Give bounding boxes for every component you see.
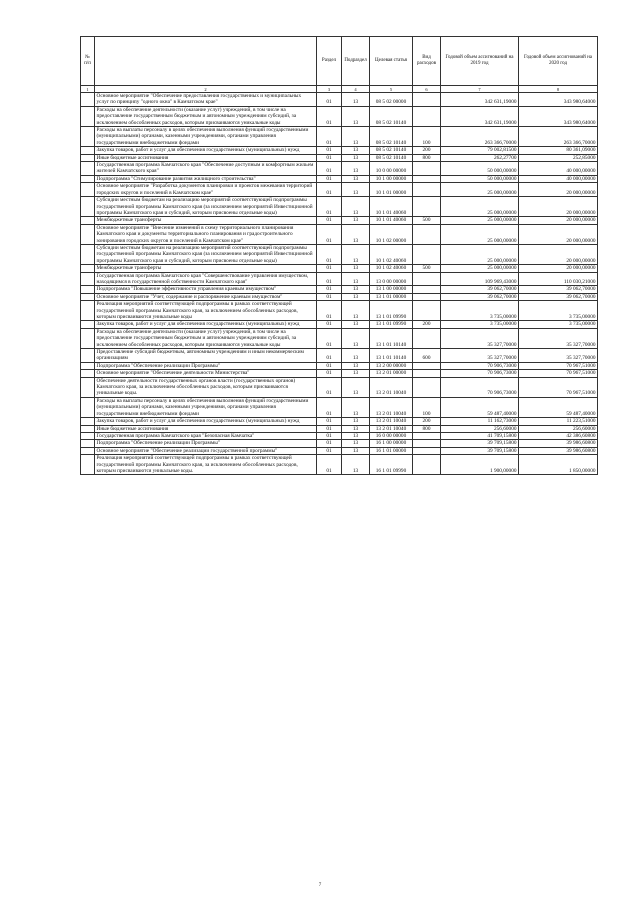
header-podrazdel: Подраздел [342, 37, 370, 86]
num-cell [81, 362, 95, 369]
item-name: Основное мероприятие "Обеспечение деятельности Министерства" [95, 370, 317, 377]
amount-2019-cell: 39 709,15800 [441, 440, 519, 447]
podrazdel-cell: 13 [342, 265, 370, 272]
expense-type-cell [413, 432, 441, 439]
target-article-cell: 13 2 01 10040 [370, 377, 413, 397]
expense-type-cell: 600 [413, 349, 441, 363]
num-cell [81, 175, 95, 182]
expense-type-cell [413, 370, 441, 377]
amount-2020-cell: 11 223,51000 [519, 418, 598, 425]
item-name: Закупка товаров, работ и услуг для обеспечения государственных (муниципальных) нужд [95, 321, 317, 328]
num-cell [81, 197, 95, 217]
razdel-cell: 01 [317, 265, 342, 272]
num-cell [81, 440, 95, 447]
podrazdel-cell: 13 [342, 162, 370, 176]
amount-2019-cell: 35 327,70000 [441, 349, 519, 363]
num-cell [81, 217, 95, 224]
target-article-cell: 08 5 02 10140 [370, 154, 413, 161]
column-number: 8 [519, 86, 598, 93]
table-row [81, 106, 598, 126]
item-name: Расходы на обеспечение деятельности (оказание услуг) учреждений, в том числе на предоставление государственным бюджетным и автономным учреждениям субсидий, за исключением обособленных расходов, которым присваиваются уникальные коды [95, 106, 317, 126]
num-cell [81, 432, 95, 439]
table-row [81, 362, 598, 369]
item-name: Субсидии местным бюджетам на реализацию мероприятий соответствующей подпрограммы государственной программы Камчатского края (за исключением мероприятий Инвестиционной программы Камчатского края и субсидий, которым присвоены отдельные коды) [95, 244, 317, 264]
amount-2020-cell: 35 327,70000 [519, 349, 598, 363]
amount-2019-cell: 25 000,00000 [441, 183, 519, 197]
razdel-cell: 01 [317, 197, 342, 217]
table-row [81, 349, 598, 363]
expense-type-cell: 800 [413, 425, 441, 432]
razdel-cell: 01 [317, 440, 342, 447]
razdel-cell: 01 [317, 418, 342, 425]
item-name: Основное мероприятие "Обеспечение предоставления государственных и муниципальных услуг по принципу "одного окна" в Камчатском крае" [95, 93, 317, 107]
num-cell [81, 147, 95, 154]
razdel-cell: 01 [317, 397, 342, 417]
amount-2019-cell: 39 062,70000 [441, 286, 519, 293]
table-row [81, 265, 598, 272]
podrazdel-cell: 13 [342, 217, 370, 224]
target-article-cell: 13 0 00 00000 [370, 272, 413, 286]
table-row [81, 286, 598, 293]
target-article-cell: 13 2 00 00000 [370, 362, 413, 369]
podrazdel-cell: 13 [342, 127, 370, 147]
expense-type-cell [413, 162, 441, 176]
razdel-cell: 01 [317, 377, 342, 397]
item-name: Подпрограмма "Обеспечение реализации Программы" [95, 440, 317, 447]
table-row [81, 447, 598, 454]
item-name: Подпрограмма "Стимулирование развития жилищного строительства" [95, 175, 317, 182]
item-name: Реализация мероприятий соответствующей подпрограммы в рамках соответствующей государственной программы Камчатского края, за исключением обособленных расходов, которым присваиваются уникальные коды [95, 301, 317, 321]
razdel-cell: 01 [317, 183, 342, 197]
num-cell [81, 272, 95, 286]
item-name: Основное мероприятие "Учет, содержание и распоряжение краевым имуществом" [95, 293, 317, 300]
num-cell [81, 418, 95, 425]
num-cell [81, 377, 95, 397]
item-name: Основное мероприятие "Разработка документов планировки и проектов межевания территорий городских округов и поселений в Камчатском крае" [95, 183, 317, 197]
amount-2020-cell: 3 735,00000 [519, 301, 598, 321]
podrazdel-cell: 13 [342, 175, 370, 182]
num-cell [81, 127, 95, 147]
target-article-cell: 13 2 01 10040 [370, 397, 413, 417]
podrazdel-cell: 13 [342, 183, 370, 197]
num-cell [81, 244, 95, 264]
amount-2019-cell: 70 906,73000 [441, 362, 519, 369]
item-name: Иные бюджетные ассигнования [95, 425, 317, 432]
amount-2020-cell: 39 062,70000 [519, 293, 598, 300]
table-row [81, 127, 598, 147]
item-name: Иные бюджетные ассигнования [95, 154, 317, 161]
item-name: Предоставление субсидий бюджетным, автономным учреждениям и иным некоммерческим организациям [95, 349, 317, 363]
target-article-cell: 16 1 01 09990 [370, 455, 413, 475]
amount-2020-cell: 1 850,00000 [519, 455, 598, 475]
target-article-cell: 08 5 02 00000 [370, 93, 413, 107]
podrazdel-cell: 13 [342, 362, 370, 369]
podrazdel-cell: 13 [342, 397, 370, 417]
target-article-cell: 10 1 01 00000 [370, 183, 413, 197]
amount-2019-cell: 11 162,73000 [441, 418, 519, 425]
amount-2020-cell: 70 967,51000 [519, 370, 598, 377]
podrazdel-cell: 13 [342, 328, 370, 348]
table-row [81, 293, 598, 300]
amount-2019-cell: 25 000,00000 [441, 217, 519, 224]
item-name: Подпрограмма "Повышение эффективности управления краевым имуществом" [95, 286, 317, 293]
amount-2020-cell: 40 000,00000 [519, 175, 598, 182]
expense-type-cell [413, 440, 441, 447]
header-name [95, 37, 317, 86]
num-cell [81, 328, 95, 348]
target-article-cell: 16 1 01 00000 [370, 447, 413, 454]
num-cell [81, 370, 95, 377]
num-cell [81, 162, 95, 176]
amount-2019-cell: 70 906,73000 [441, 370, 519, 377]
amount-2019-cell: 79 002,81500 [441, 147, 519, 154]
target-article-cell: 08 5 02 10140 [370, 127, 413, 147]
num-cell [81, 293, 95, 300]
amount-2019-cell: 256,60000 [441, 425, 519, 432]
amount-2020-cell: 20 000,00000 [519, 224, 598, 244]
amount-2019-cell: 3 735,00000 [441, 321, 519, 328]
amount-2019-cell: 59 487,40000 [441, 397, 519, 417]
razdel-cell: 01 [317, 106, 342, 126]
target-article-cell: 10 0 00 00000 [370, 162, 413, 176]
table-row [81, 425, 598, 432]
item-name: Межбюджетные трансферты [95, 217, 317, 224]
amount-2020-cell: 20 000,00000 [519, 197, 598, 217]
target-article-cell: 13 2 01 00000 [370, 370, 413, 377]
target-article-cell: 13 1 01 10140 [370, 328, 413, 348]
amount-2020-cell: 343 980,64000 [519, 106, 598, 126]
amount-2019-cell: 25 000,00000 [441, 244, 519, 264]
razdel-cell: 01 [317, 321, 342, 328]
amount-2020-cell: 263 366,70000 [519, 127, 598, 147]
target-article-cell: 10 1 01 40060 [370, 217, 413, 224]
item-name: Государственная программа Камчатского края "Безопасная Камчатка" [95, 432, 317, 439]
target-article-cell: 16 1 00 00000 [370, 440, 413, 447]
amount-2020-cell: 20 000,00000 [519, 265, 598, 272]
target-article-cell: 10 1 02 40060 [370, 265, 413, 272]
item-name: Закупка товаров, работ и услуг для обеспечения государственных (муниципальных) нужд [95, 147, 317, 154]
amount-2020-cell: 70 967,51000 [519, 362, 598, 369]
num-cell [81, 106, 95, 126]
razdel-cell: 01 [317, 127, 342, 147]
header-num: № п/п [81, 37, 95, 86]
expense-type-cell [413, 455, 441, 475]
podrazdel-cell: 13 [342, 432, 370, 439]
podrazdel-cell: 13 [342, 321, 370, 328]
amount-2019-cell: 25 000,00000 [441, 265, 519, 272]
item-name: Расходы на обеспечение деятельности (оказание услуг) учреждений, в том числе на предоставление государственным бюджетным и автономным учреждениям субсидий, за исключением обособленных расходов, которым присваиваются уникальные коды [95, 328, 317, 348]
item-name: Основное мероприятие "Обеспечение реализации государственной программы" [95, 447, 317, 454]
expense-type-cell [413, 183, 441, 197]
razdel-cell: 01 [317, 301, 342, 321]
table-row [81, 162, 598, 176]
num-cell [81, 321, 95, 328]
amount-2020-cell: 70 967,51000 [519, 377, 598, 397]
podrazdel-cell: 13 [342, 154, 370, 161]
page-number: 7 [318, 883, 322, 888]
table-row [81, 455, 598, 475]
expense-type-cell [413, 293, 441, 300]
podrazdel-cell: 13 [342, 377, 370, 397]
razdel-cell: 01 [317, 455, 342, 475]
expense-type-cell [413, 244, 441, 264]
num-cell [81, 265, 95, 272]
amount-2019-cell: 1 900,00000 [441, 455, 519, 475]
razdel-cell: 01 [317, 349, 342, 363]
table-row [81, 328, 598, 348]
podrazdel-cell: 13 [342, 106, 370, 126]
num-cell [81, 425, 95, 432]
num-cell [81, 93, 95, 107]
razdel-cell: 01 [317, 328, 342, 348]
amount-2020-cell: 3 735,00000 [519, 321, 598, 328]
num-cell [81, 397, 95, 417]
budget-table-page [80, 36, 597, 475]
target-article-cell: 13 1 01 00000 [370, 293, 413, 300]
table-row [81, 93, 598, 107]
podrazdel-cell: 13 [342, 286, 370, 293]
item-name: Государственная программа Камчатского края "Совершенствование управления имуществом, находящимся в государственной собственности Камчатского края" [95, 272, 317, 286]
razdel-cell: 01 [317, 244, 342, 264]
table-row [81, 301, 598, 321]
table-row [81, 147, 598, 154]
column-number: 4 [342, 86, 370, 93]
expense-type-cell [413, 362, 441, 369]
expense-type-cell: 100 [413, 127, 441, 147]
amount-2019-cell: 39 709,15800 [441, 447, 519, 454]
amount-2020-cell: 80 361,09000 [519, 147, 598, 154]
amount-2020-cell: 20 000,00000 [519, 183, 598, 197]
razdel-cell: 01 [317, 362, 342, 369]
expense-type-cell: 800 [413, 154, 441, 161]
expense-type-cell [413, 272, 441, 286]
amount-2020-cell: 35 327,70000 [519, 328, 598, 348]
expense-type-cell [413, 197, 441, 217]
column-number-row [81, 86, 598, 93]
header-year-2020: Годовой объем ассигнований на 2020 год [519, 37, 598, 86]
num-cell [81, 154, 95, 161]
amount-2020-cell: 59 487,40000 [519, 397, 598, 417]
table-header-row [81, 37, 598, 86]
expense-type-cell [413, 286, 441, 293]
item-name: Основное мероприятие "Внесение изменений в схему территориального планирования Камчатского края и документы территориального планирования и градостроительного зонирования городских округов и поселений в Камчатском крае" [95, 224, 317, 244]
expense-type-cell: 200 [413, 147, 441, 154]
num-cell [81, 455, 95, 475]
amount-2019-cell: 50 000,00000 [441, 162, 519, 176]
table-row [81, 224, 598, 244]
table-row [81, 397, 598, 417]
expense-type-cell: 200 [413, 321, 441, 328]
amount-2020-cell: 39 986,60800 [519, 440, 598, 447]
amount-2019-cell: 263 366,70000 [441, 127, 519, 147]
razdel-cell: 01 [317, 293, 342, 300]
target-article-cell: 10 1 02 40060 [370, 244, 413, 264]
razdel-cell: 01 [317, 432, 342, 439]
podrazdel-cell: 13 [342, 455, 370, 475]
header-expense-type: Вид расходов [413, 37, 441, 86]
razdel-cell: 01 [317, 93, 342, 107]
table-row [81, 440, 598, 447]
table-row [81, 418, 598, 425]
amount-2019-cell: 35 327,70000 [441, 328, 519, 348]
razdel-cell: 01 [317, 272, 342, 286]
podrazdel-cell: 13 [342, 93, 370, 107]
podrazdel-cell: 13 [342, 301, 370, 321]
razdel-cell: 01 [317, 447, 342, 454]
razdel-cell: 01 [317, 425, 342, 432]
amount-2020-cell: 256,60000 [519, 425, 598, 432]
razdel-cell: 01 [317, 162, 342, 176]
podrazdel-cell: 13 [342, 418, 370, 425]
table-row [81, 432, 598, 439]
item-name: Обеспечение деятельности государственных органов власти (государственных органов) Камчатского края, за исключением обособленных расходов, которым присваиваются уникальные коды. [95, 377, 317, 397]
target-article-cell: 10 1 00 00000 [370, 175, 413, 182]
podrazdel-cell: 13 [342, 272, 370, 286]
expense-type-cell: 200 [413, 418, 441, 425]
razdel-cell: 01 [317, 224, 342, 244]
table-row [81, 272, 598, 286]
amount-2019-cell: 25 000,00000 [441, 224, 519, 244]
expense-type-cell [413, 224, 441, 244]
amount-2020-cell: 110 030,21000 [519, 272, 598, 286]
amount-2019-cell: 41 709,15800 [441, 432, 519, 439]
podrazdel-cell: 13 [342, 224, 370, 244]
column-number: 1 [81, 86, 95, 93]
amount-2020-cell: 343 980,64000 [519, 93, 598, 107]
podrazdel-cell: 13 [342, 349, 370, 363]
target-article-cell: 16 0 00 00000 [370, 432, 413, 439]
target-article-cell: 08 5 02 10140 [370, 106, 413, 126]
num-cell [81, 183, 95, 197]
column-number: 3 [317, 86, 342, 93]
amount-2019-cell: 109 969,43000 [441, 272, 519, 286]
amount-2019-cell: 70 906,73000 [441, 377, 519, 397]
podrazdel-cell: 13 [342, 440, 370, 447]
amount-2020-cell: 39 062,70000 [519, 286, 598, 293]
header-year-2019: Годовой объем ассигнований на 2019 год [441, 37, 519, 86]
razdel-cell: 01 [317, 147, 342, 154]
column-number: 6 [413, 86, 441, 93]
table-row [81, 370, 598, 377]
amount-2020-cell: 39 986,60800 [519, 447, 598, 454]
expense-type-cell [413, 175, 441, 182]
expense-type-cell: 500 [413, 217, 441, 224]
target-article-cell: 10 1 01 40060 [370, 197, 413, 217]
item-name: Подпрограмма "Обеспечение реализации Программы" [95, 362, 317, 369]
amount-2020-cell: 42 386,60800 [519, 432, 598, 439]
target-article-cell: 13 1 01 09990 [370, 321, 413, 328]
podrazdel-cell: 13 [342, 425, 370, 432]
razdel-cell: 01 [317, 175, 342, 182]
num-cell [81, 349, 95, 363]
table-row [81, 321, 598, 328]
item-name: Реализация мероприятий соответствующей подпрограммы в рамках соответствующей государственной программы Камчатского края, за исключением обособленных расходов, которым присваиваются уникальные коды. [95, 455, 317, 475]
amount-2020-cell: 20 000,00000 [519, 217, 598, 224]
table-row [81, 175, 598, 182]
target-article-cell: 13 1 00 00000 [370, 286, 413, 293]
podrazdel-cell: 13 [342, 197, 370, 217]
table-body [81, 86, 598, 475]
table-row [81, 377, 598, 397]
target-article-cell: 13 2 01 10040 [370, 418, 413, 425]
item-name: Закупка товаров, работ и услуг для обеспечения государственных (муниципальных) нужд [95, 418, 317, 425]
expense-type-cell [413, 447, 441, 454]
podrazdel-cell: 13 [342, 293, 370, 300]
num-cell [81, 286, 95, 293]
item-name: Субсидии местным бюджетам на реализацию мероприятий соответствующей подпрограммы государственной программы Камчатского края (за исключением мероприятий Инвестиционной программы Камчатского края и субсидий, которым присвоены отдельные коды) [95, 197, 317, 217]
target-article-cell: 08 5 02 10140 [370, 147, 413, 154]
target-article-cell: 13 2 01 10040 [370, 425, 413, 432]
podrazdel-cell: 13 [342, 370, 370, 377]
column-number: 5 [370, 86, 413, 93]
amount-2019-cell: 262,27700 [441, 154, 519, 161]
table-row [81, 197, 598, 217]
item-name: Государственная программа Камчатского края "Обеспечение доступным и комфортным жильем жителей Камчатского края" [95, 162, 317, 176]
expense-type-cell: 500 [413, 265, 441, 272]
expense-type-cell: 100 [413, 397, 441, 417]
razdel-cell: 01 [317, 154, 342, 161]
table-row [81, 217, 598, 224]
expense-type-cell [413, 106, 441, 126]
budget-allocations-table [80, 36, 598, 475]
column-number: 7 [441, 86, 519, 93]
amount-2020-cell: 252,85000 [519, 154, 598, 161]
item-name: Расходы на выплаты персоналу в целях обеспечения выполнения функций государственными (муниципальными) органами, казенными учреждениями, органами управления государственными внебюджетными фондами [95, 397, 317, 417]
podrazdel-cell: 13 [342, 447, 370, 454]
podrazdel-cell: 13 [342, 147, 370, 154]
amount-2019-cell: 342 631,19000 [441, 106, 519, 126]
header-target-article: Целевая статья [370, 37, 413, 86]
table-row [81, 154, 598, 161]
razdel-cell: 01 [317, 286, 342, 293]
item-name: Межбюджетные трансферты [95, 265, 317, 272]
podrazdel-cell: 13 [342, 244, 370, 264]
amount-2020-cell: 20 000,00000 [519, 244, 598, 264]
expense-type-cell [413, 328, 441, 348]
amount-2019-cell: 39 062,70000 [441, 293, 519, 300]
column-number: 2 [95, 86, 317, 93]
num-cell [81, 301, 95, 321]
amount-2019-cell: 3 735,00000 [441, 301, 519, 321]
header-razdel: Раздел [317, 37, 342, 86]
expense-type-cell [413, 377, 441, 397]
target-article-cell: 13 1 01 10140 [370, 349, 413, 363]
amount-2019-cell: 342 631,19000 [441, 93, 519, 107]
expense-type-cell [413, 301, 441, 321]
table-row [81, 244, 598, 264]
target-article-cell: 10 1 02 00000 [370, 224, 413, 244]
razdel-cell: 01 [317, 217, 342, 224]
razdel-cell: 01 [317, 370, 342, 377]
amount-2019-cell: 50 000,00000 [441, 175, 519, 182]
amount-2019-cell: 25 000,00000 [441, 197, 519, 217]
table-row [81, 183, 598, 197]
amount-2020-cell: 40 000,00000 [519, 162, 598, 176]
num-cell [81, 224, 95, 244]
target-article-cell: 13 1 01 09990 [370, 301, 413, 321]
expense-type-cell [413, 93, 441, 107]
item-name: Расходы на выплаты персоналу в целях обеспечения выполнения функций государственными (муниципальными) органами, казенными учреждениями, органами управления государственными внебюджетными фондами [95, 127, 317, 147]
num-cell [81, 447, 95, 454]
